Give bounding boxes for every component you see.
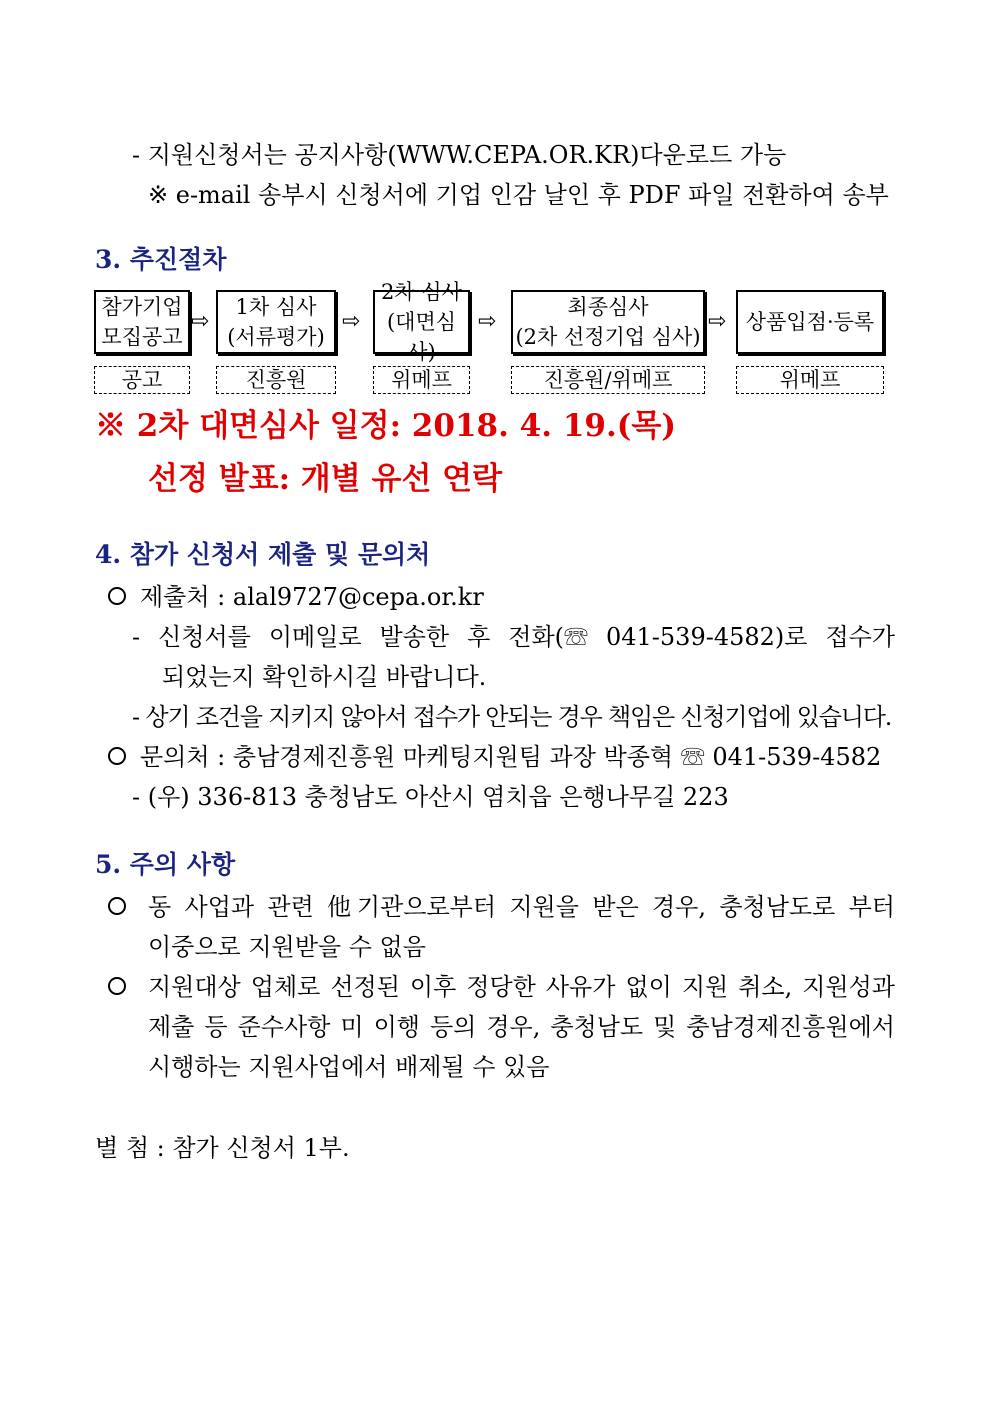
- email-note: ※ e-mail 송부시 신청서에 기업 인감 날인 후 PDF 파일 전환하여 송부: [148, 181, 889, 209]
- step-2-box: [216, 290, 336, 354]
- caution-2-line-b: 제출 등 준수사항 미 이행 등의 경우, 충청남도 및 충남경제진흥원에서: [148, 1013, 895, 1041]
- bullet-circle-icon: [108, 747, 126, 765]
- bullet-circle-icon: [108, 587, 126, 605]
- contact-label: 문의처 : 충남경제진흥원 마케팅지원팀 과장 박종혁 ☏ 041-539-4582: [140, 743, 882, 771]
- step-5-box: [736, 290, 884, 354]
- caution-item-1: [108, 892, 140, 922]
- caution-2-line-c: 시행하는 지원사업에서 배제될 수 있음: [148, 1053, 550, 1081]
- caution-1-line-b: 이중으로 지원받을 수 없음: [148, 933, 426, 961]
- step-1-org: 공고: [94, 366, 190, 394]
- attachment-note: 별 첨 : 참가 신청서 1부.: [95, 1134, 350, 1162]
- step-2-org: 진흥원: [216, 366, 336, 394]
- interview-schedule-notice: ※ 2차 대면심사 일정: 2018. 4. 19.(목): [95, 408, 677, 444]
- submit-sub1a: - 신청서를 이메일로 발송한 후 전화(☏ 041-539-4582)로 접수가: [132, 623, 895, 651]
- step-3-line2: (대면심사): [386, 310, 457, 364]
- bullet-circle-icon: [108, 897, 126, 915]
- download-note: - 지원신청서는 공지사항(WWW.CEPA.OR.KR)다운로드 가능: [132, 141, 787, 169]
- submit-label: 제출처 : alal9727@cepa.or.kr: [140, 583, 484, 611]
- contact-item: [108, 742, 881, 772]
- submit-sub2: - 상기 조건을 지키지 않아서 접수가 안되는 경우 책임은 신청기업에 있습니다.: [132, 703, 892, 731]
- selection-announcement-notice: 선정 발표: 개별 유선 연락: [148, 461, 503, 497]
- step-4-org: 진흥원/위메프: [511, 366, 705, 394]
- submit-sub1b: 되었는지 확인하시길 바랍니다.: [162, 663, 487, 691]
- submit-item: [108, 582, 484, 612]
- step-1-box: [94, 290, 190, 354]
- section4-title: 4. 참가 신청서 제출 및 문의처: [95, 540, 431, 569]
- arrow-icon: ⇨: [342, 309, 361, 334]
- step-3-box: [373, 280, 470, 364]
- arrow-icon: ⇨: [478, 309, 497, 334]
- section3-title: 3. 추진절차: [95, 245, 227, 274]
- arrow-icon: ⇨: [191, 309, 210, 334]
- step-5-line1: 상품입점·등록: [745, 310, 875, 334]
- section5-title: 5. 주의 사항: [95, 850, 236, 879]
- step-2-line2: (서류평가): [227, 325, 325, 349]
- bullet-circle-icon: [108, 977, 126, 995]
- step-4-box: [511, 290, 705, 354]
- step-1-line2: 모집공고: [101, 325, 183, 349]
- step-3-org: 위메프: [373, 366, 470, 394]
- step-2-line1: 1차 심사: [235, 295, 317, 319]
- step-1-line1: 참가기업: [101, 295, 183, 319]
- caution-item-2: [108, 972, 140, 1002]
- arrow-icon: ⇨: [708, 309, 727, 334]
- step-5-org: 위메프: [736, 366, 884, 394]
- step-4-line2: (2차 선정기업 심사): [515, 325, 701, 349]
- caution-2-line-a: 지원대상 업체로 선정된 이후 정당한 사유가 없이 지원 취소, 지원성과: [148, 973, 895, 1001]
- step-4-line1: 최종심사: [567, 295, 649, 319]
- contact-address: - (우) 336-813 충청남도 아산시 염치읍 은행나무길 223: [132, 783, 729, 811]
- step-3-line1: 2차 심사: [381, 280, 462, 304]
- caution-1-line-a: 동 사업과 관련 他기관으로부터 지원을 받은 경우, 충청남도로 부터: [148, 893, 895, 921]
